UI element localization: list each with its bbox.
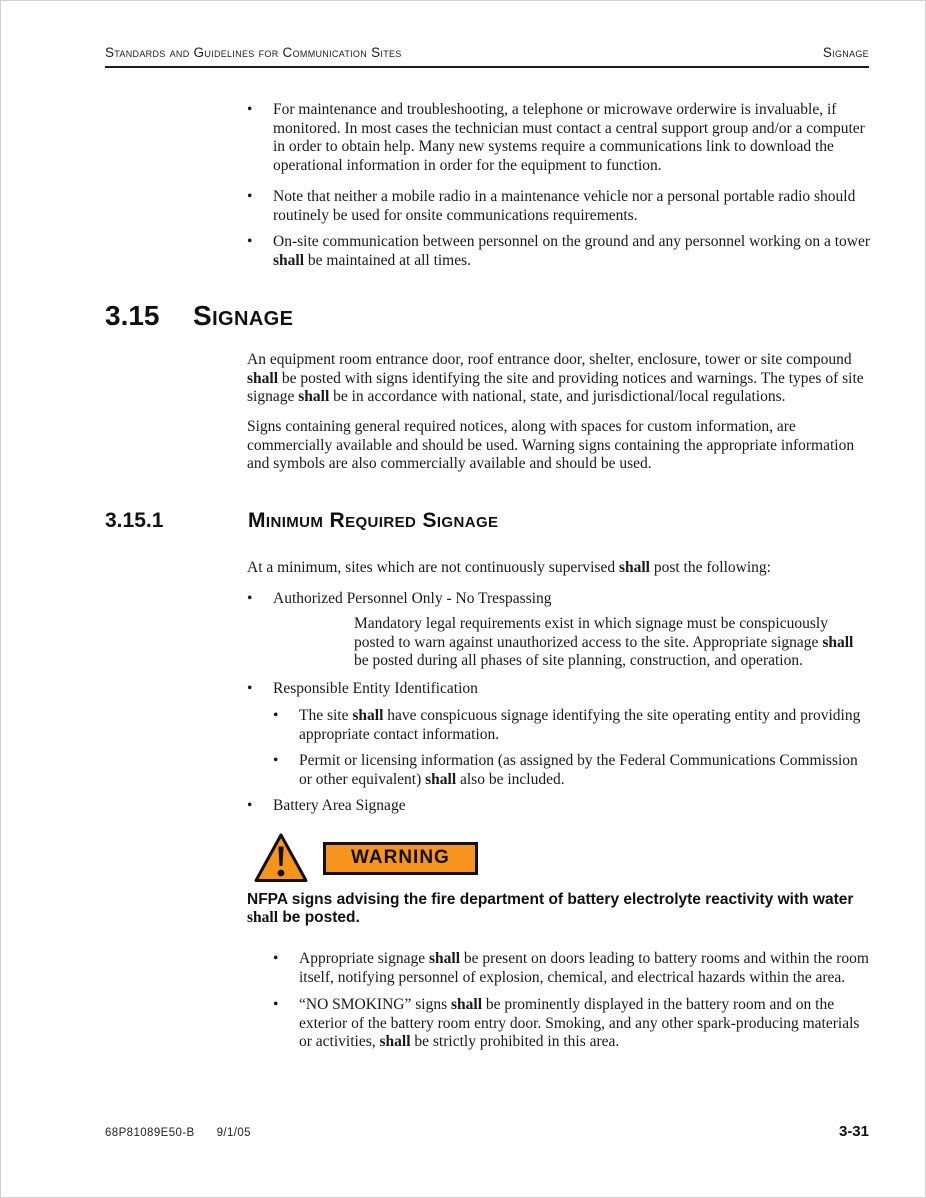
bullet-text: Note that neither a mobile radio in a maintenance vehicle nor a personal portable radio should routinely be used for onsite communications requirements. [273,188,856,224]
header-section-title: Signage [822,45,869,60]
intro-bullet-mobile-radio [247,188,871,225]
bullet-marker: • [273,950,279,967]
bullet-marker: • [247,797,253,814]
bullet-authorized-personnel [247,590,871,609]
document-number: 68P81089E50-B [105,1127,195,1139]
bullet-text: Authorized Personnel Only - No Trespassing [273,590,552,607]
bullet-marker: • [273,707,279,724]
bullet-text: On-site communication between personnel on the ground and any personnel working on a tower shall be maintained at all times. [273,233,871,269]
warning-label: WARNING [323,842,478,875]
section-title: Signage [193,300,294,331]
bullet-text: Battery Area Signage [273,797,406,814]
bullet-marker: • [247,188,253,205]
bullet-marker: • [247,590,253,607]
bullet-marker: • [247,233,253,250]
bullet-battery-area-signage [247,797,871,816]
bullet-text: Appropriate signage shall be present on doors leading to battery rooms and within the room itself, notifying personnel of explosion, chemical, and electrical hazards within the area. [299,950,869,986]
section-number: 3.15 [105,300,160,331]
warning-triangle-icon [253,832,309,884]
subsection-number: 3.15.1 [105,509,164,532]
bullet-responsible-entity [247,680,871,699]
page-header [105,45,869,68]
page-number: 3-31 [838,1123,869,1140]
bullet-text: “NO SMOKING” signs shall be prominently displayed in the battery room and on the exterior of the battery room entry door. Smoking, and any other spark-producing materials or activities, shall be strictly prohibited in this area. [299,996,860,1050]
bullet-marker: • [247,101,253,118]
sub-bullet-site-signage [273,707,871,744]
subsection-title: Minimum Required Signage [248,509,499,532]
signage-paragraph-1: An equipment room entrance door, roof entrance door, shelter, enclosure, tower or site compound shall be posted with signs identifying the site and providing notices and warnings. The types of site signage shall be in accordance with national, state, and jurisdictional/local regulations. [247,351,864,405]
bullet-text: For maintenance and troubleshooting, a telephone or microwave orderwire is invaluable, if monitored. In most cases the technician must contact a central support group and/or a computer in order to obtain help. Many new systems require a communications link to download the operational information in order for the equipment to function. [273,101,865,174]
bullet-marker: • [247,680,253,697]
intro-bullet-onsite-communication [247,233,871,270]
intro-bullet-orderwire [247,101,871,175]
battery-bullet-door-signage [273,950,871,987]
battery-bullet-no-smoking [273,996,871,1052]
bullet-marker: • [273,996,279,1013]
footer-document-info [105,1127,251,1139]
signage-paragraph-2: Signs containing general required notices, along with spaces for custom information, are commercially available and should be used. Warning signs containing the appropriate information and symbols are also commercially available and should be used. [247,418,855,472]
page-footer [105,1123,869,1140]
bullet-text: Responsible Entity Identification [273,680,478,697]
subsection-intro: At a minimum, sites which are not continuously supervised shall post the following: [247,559,771,576]
bullet-marker: • [273,752,279,769]
bullet-text: Permit or licensing information (as assigned by the Federal Communications Commission or other equivalent) shall also be included. [299,752,858,788]
subsection-heading [105,509,498,533]
authorized-note: Mandatory legal requirements exist in which signage must be conspicuously posted to warn against unauthorized access to the site. Appropriate signage shall be posted during all phases of site planning, construction, and operation. [354,615,854,669]
header-running-title: Standards and Guidelines for Communication Sites [105,45,402,60]
bullet-text: The site shall have conspicuous signage identifying the site operating entity and providing appropriate contact information. [299,707,861,743]
document-date: 9/1/05 [216,1127,251,1139]
sub-bullet-permit-licensing [273,752,871,789]
warning-graphic [253,832,478,884]
nfpa-note: NFPA signs advising the fire department of battery electrolyte reactivity with water shall be posted. [247,891,854,926]
section-heading [105,300,293,332]
